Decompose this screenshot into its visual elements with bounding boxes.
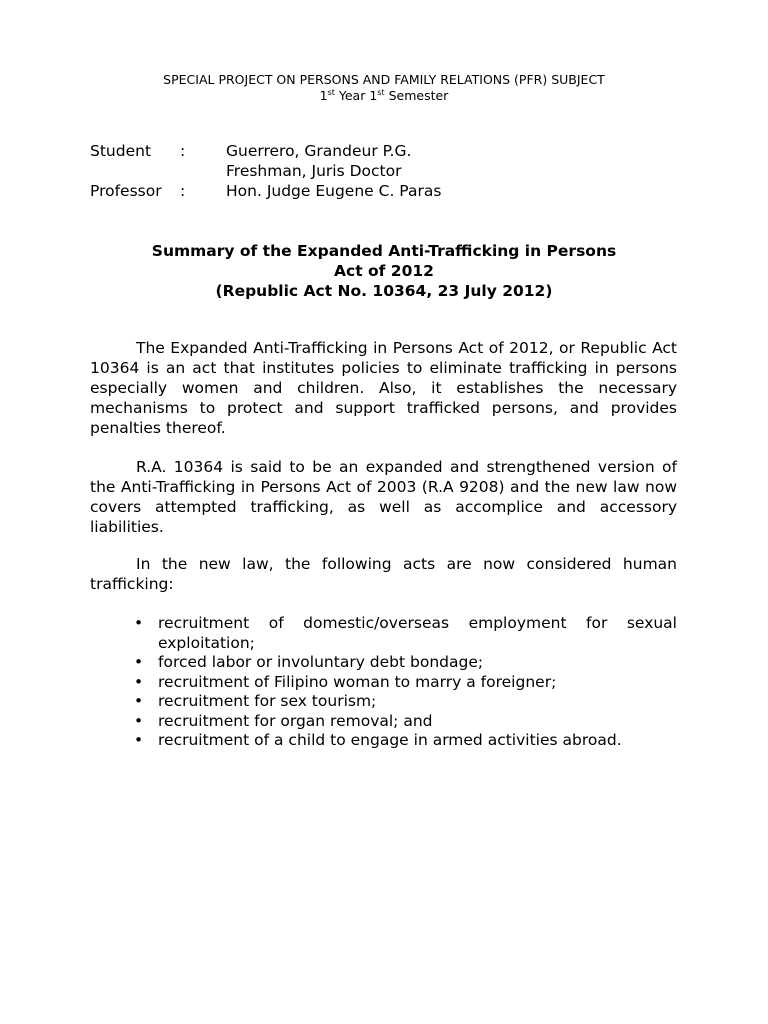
list-item-text: forced labor or involuntary debt bondage; [158,653,484,671]
student-name: Guerrero, Grandeur P.G. [226,142,412,160]
list-item-text: recruitment of Filipino woman to marry a foreigner; [158,672,557,691]
bullet-icon: • [134,692,144,710]
bullet-icon: • [134,653,144,671]
paragraph-3: In the new law, the following acts are now considered human trafficking: [90,555,677,593]
list-item [134,692,677,712]
list-item [134,731,677,751]
title-line-1: Summary of the Expanded Anti-Trafficking in Persons [151,242,617,260]
student-program: Freshman, Juris Doctor [226,162,402,180]
year-number: 1 [319,88,328,103]
bullet-icon: • [134,731,144,749]
list-item-text: recruitment of a child to engage in armed activities abroad. [158,731,622,749]
list-item-text: recruitment for organ removal; and [158,711,433,730]
bullet-icon: • [134,672,144,691]
list-item-text: recruitment for sex tourism; [158,692,377,710]
professor-colon: : [180,182,186,200]
list-item-text: recruitment of domestic/overseas employment for sexual exploitation; [158,614,677,652]
bullet-icon: • [134,711,144,730]
semester-word: Semester [384,88,449,103]
paragraph-2: R.A. 10364 is said to be an expanded and strengthened version of the Anti-Trafficking in Persons Act of 2003 (R.A 9208) and the new law now covers attempted trafficking, as well as accomplice and accessory liabilities. [90,458,677,536]
list-item [134,712,677,732]
title-line-3: (Republic Act No. 10364, 23 July 2012) [215,282,553,300]
year-word: Year [334,88,370,103]
trafficking-acts-list [134,614,677,751]
document-title [0,241,768,301]
paragraph-1: The Expanded Anti-Trafficking in Persons Act of 2012, or Republic Act 10364 is an act that institutes policies to eliminate trafficking in persons especially women and children. Also, it establishes the necessary mechanisms to protect and support trafficked persons, and provides penalties thereof. [90,339,677,437]
bullet-icon: • [134,614,144,632]
student-label: Student [90,142,152,160]
semester-number: 1 [369,88,378,103]
list-item [134,673,677,693]
list-item [134,653,677,673]
list-item [134,614,677,653]
subject-header: SPECIAL PROJECT ON PERSONS AND FAMILY RELATIONS (PFR) SUBJECT [163,72,605,87]
professor-name: Hon. Judge Eugene C. Paras [226,182,442,200]
student-colon: : [180,142,186,160]
semester-header [0,88,768,103]
semester-ordinal: st [377,87,385,97]
year-ordinal: st [327,87,335,97]
professor-label: Professor [90,182,162,200]
title-line-2: Act of 2012 [334,262,434,280]
